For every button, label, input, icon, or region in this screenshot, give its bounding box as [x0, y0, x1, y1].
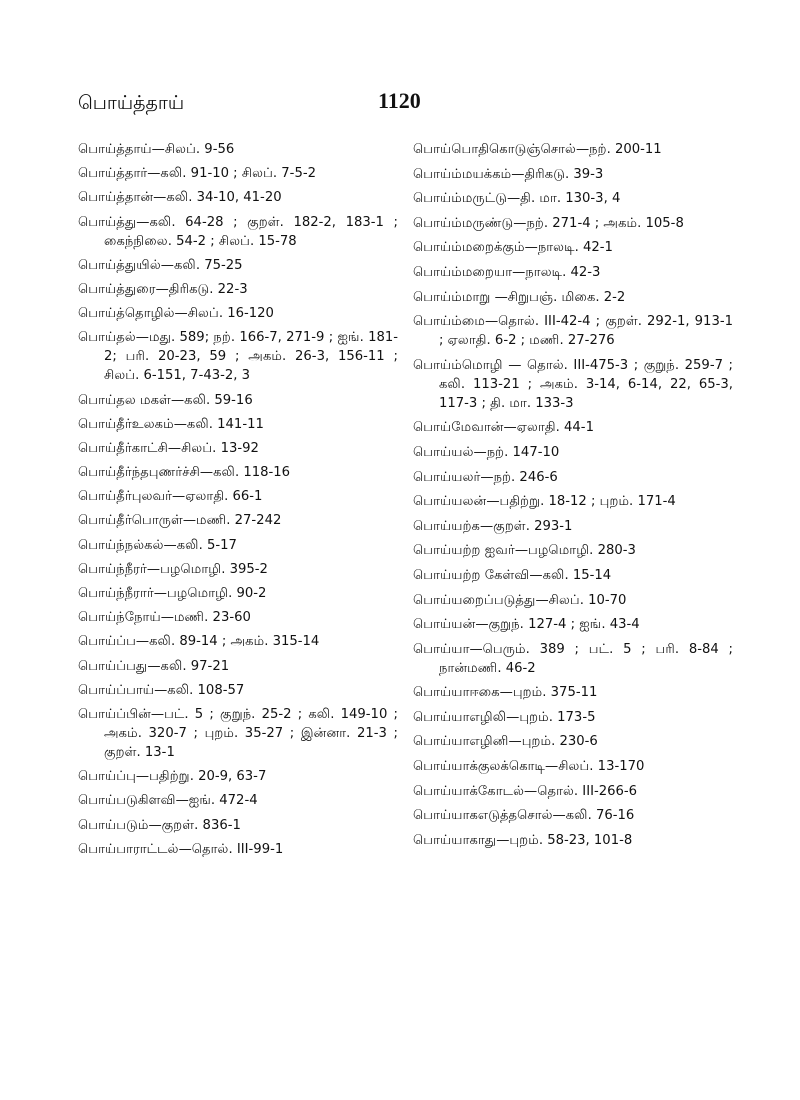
index-entry: பொய்யாக்கோடல்—தொல். III-266-6: [413, 783, 638, 799]
index-entry: பொய்மேவான்—ஏலாதி. 44-1: [413, 420, 594, 436]
index-entry: பொய்ம்மறைக்கும்—நாலடி. 42-1: [413, 240, 613, 256]
index-entry: பொய்பாராட்டல்—தொல். III-99-1: [78, 841, 284, 857]
running-head-word: பொய்த்தாய்: [78, 92, 185, 114]
index-entry: பொய்ந்நோய்—மணி. 23-60: [78, 610, 251, 626]
index-entry: பொய்யாஎழினி—புறம். 230-6: [413, 734, 598, 750]
index-entry: பொய்யன்—குறுந். 127-4 ; ஐங். 43-4: [413, 617, 640, 633]
index-entry: பொய்படுகிளவி—ஐங். 472-4: [78, 793, 258, 809]
index-entry: பொய்யாஈகை—புறம். 375-11: [413, 685, 598, 701]
index-entry: பொய்த்துரை—திரிகடு. 22-3: [78, 281, 248, 297]
index-entry: பொய்த்தொழில்—சிலப். 16-120: [78, 306, 274, 322]
index-entry: பொய்தீர்உலகம்—கலி. 141-11: [78, 416, 264, 432]
index-entry: பொய்த்தார்—கலி. 91-10 ; சிலப். 7-5-2: [78, 166, 316, 182]
index-entry: பொய்ம்மருண்டு—நற். 271-4 ; அகம். 105-8: [413, 215, 684, 231]
index-entry: பொய்ந்நல்கல்—கலி. 5-17: [78, 537, 237, 553]
index-entry: பொய்தீர்ந்தபுணர்ச்சி—கலி. 118-16: [78, 465, 291, 481]
index-entry: பொய்தீர்புலவர்—ஏலாதி. 66-1: [78, 489, 263, 505]
index-entry: பொய்த்து—கலி. 64-28 ; குறள். 182-2, 183-1 ; கைந்நிலை. 54-2 ; சிலப். 15-78: [78, 214, 398, 249]
index-entry: பொய்யற்ற ஐவர்—பழமொழி. 280-3: [413, 543, 636, 559]
index-entry: பொய்யறைப்படுத்து—சிலப். 10-70: [413, 592, 627, 608]
index-entry: பொய்ம்மை—தொல். III-42-4 ; குறள். 292-1, 913-1 ; ஏலாதி. 6-2 ; மணி. 27-276: [413, 314, 733, 349]
index-entry: பொய்ம்மருட்டு—தி. மா. 130-3, 4: [413, 191, 621, 207]
index-entry: பொய்ம்மறையா—நாலடி. 42-3: [413, 264, 601, 280]
index-entry: பொய்ப்பாய்—கலி. 108-57: [78, 682, 245, 698]
index-entry: பொய்யலன்—பதிற்று. 18-12 ; புறம். 171-4: [413, 494, 676, 510]
index-entry: பொய்தீர்பொருள்—மணி. 27-242: [78, 513, 282, 529]
index-entry: பொய்ப்பு—பதிற்று. 20-9, 63-7: [78, 769, 267, 785]
index-entry: பொய்தல்—மது. 589; நற். 166-7, 271-9 ; ஐங். 181-2; பரி. 20-23, 59 ; அகம். 26-3, 156-11 ; சிலப். 6-151, 7-43-2, 3: [78, 330, 398, 384]
index-entry: பொய்பொதிகொடுஞ்சொல்—நற். 200-11: [413, 142, 662, 157]
index-entry: பொய்ப்பின்—பட். 5 ; குறுந். 25-2 ; கலி. 149-10 ; அகம். 320-7 ; புறம். 35-27 ; இன்னா. 21-3 ; குறள். 13-1: [78, 706, 398, 760]
index-entry: பொய்யற்ற கேள்வி—கலி. 15-14: [413, 567, 612, 583]
index-entry: பொய்படும்—குறள். 836-1: [78, 817, 241, 833]
index-entry: பொய்ந்நீரர்—பழமொழி. 395-2: [78, 561, 268, 577]
index-entry: பொய்யாக்குலக்கொடி—சிலப். 13-170: [413, 759, 645, 775]
index-entry: பொய்ப்பது—கலி. 97-21: [78, 658, 230, 674]
index-entry: பொய்தல மகள்—கலி. 59-16: [78, 392, 253, 408]
index-entry: பொய்ம்மொழி — தொல். III-475-3 ; குறுந். 259-7 ; கலி. 113-21 ; அகம். 3-14, 6-14, 22, 65-3, 117-3 ; தி. மா. 133-3: [413, 357, 733, 411]
index-entry: பொய்யாகாது—புறம். 58-23, 101-8: [413, 832, 633, 848]
index-entry: பொய்ந்நீரார்—பழமொழி. 90-2: [78, 586, 267, 601]
index-entry: பொய்ம்மாறு —சிறுபஞ். மிகை. 2-2: [413, 289, 626, 305]
right-column: [413, 140, 733, 855]
index-entry: பொய்தீர்காட்சி—சிலப். 13-92: [78, 440, 259, 456]
index-entry: பொய்ப்ப—கலி. 89-14 ; அகம். 315-14: [78, 634, 320, 650]
index-entry: பொய்யற்க—குறள். 293-1: [413, 518, 573, 534]
index-entry: பொய்யாஎழிலி—புறம். 173-5: [413, 709, 596, 725]
index-entry: பொய்ம்மயக்கம்—திரிகடு. 39-3: [413, 166, 604, 182]
index-entry: பொய்த்தான்—கலி. 34-10, 41-20: [78, 190, 282, 206]
index-entry: பொய்யாகஎடுத்தசொல்—கலி. 76-16: [413, 808, 635, 824]
index-entry: பொய்யல்—நற். 147-10: [413, 444, 560, 460]
left-column: [78, 140, 398, 864]
index-entry: பொய்யா—பெரும். 389 ; பட். 5 ; பரி. 8-84 ; நான்மணி. 46-2: [413, 641, 733, 676]
page-number: 1120: [378, 88, 421, 113]
page-header: [78, 88, 738, 122]
index-entry: பொய்த்துயில்—கலி. 75-25: [78, 257, 243, 273]
index-entry: பொய்யலர்—நற். 246-6: [413, 469, 558, 485]
index-entry: பொய்த்தாய்—சிலப். 9-56: [78, 142, 235, 157]
